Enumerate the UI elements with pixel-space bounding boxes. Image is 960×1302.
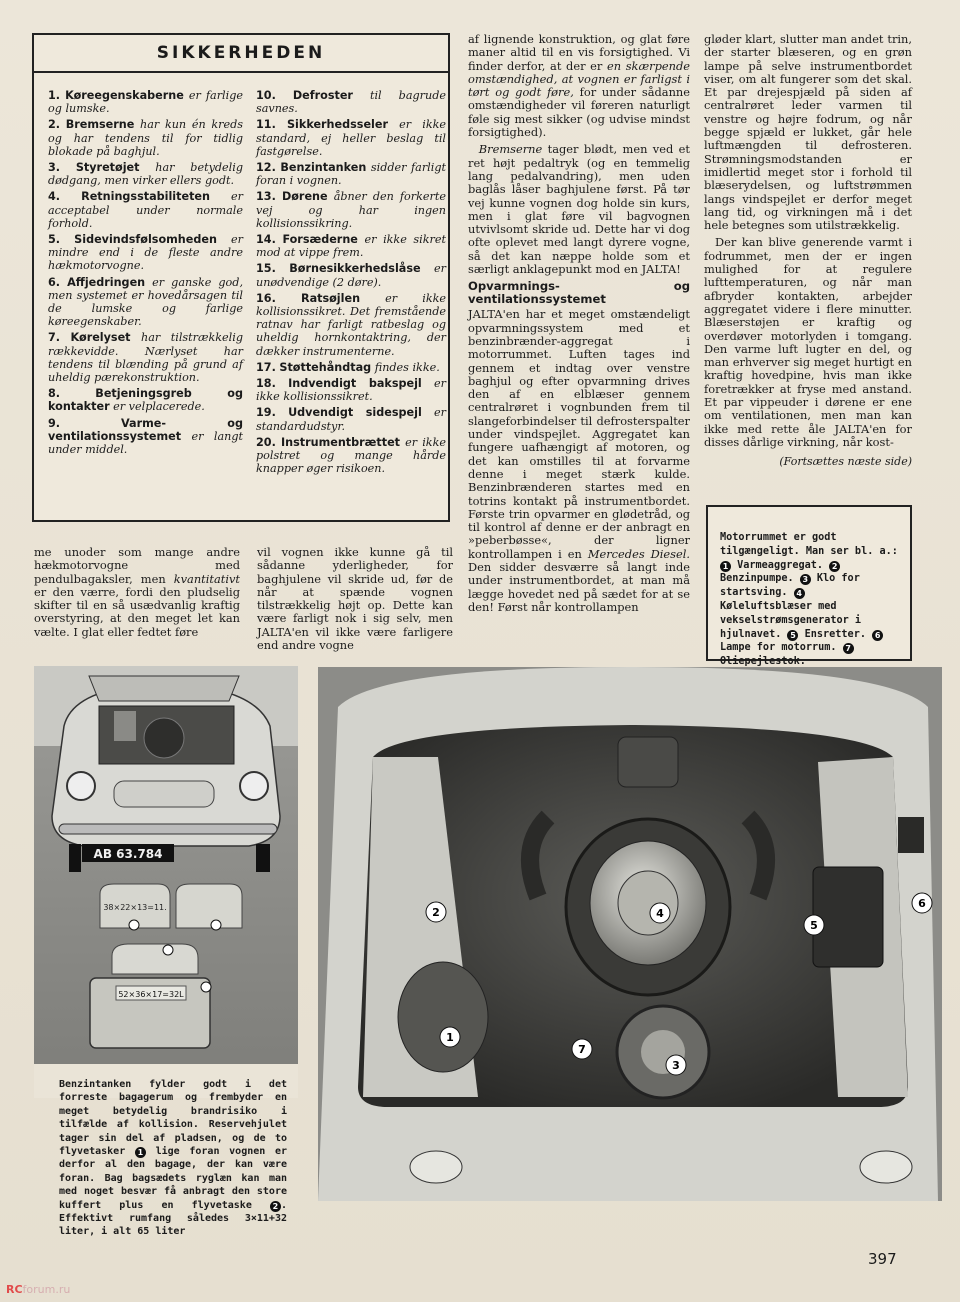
safety-item-key: Kørelyset	[70, 331, 131, 345]
safety-item-number: 16.	[256, 291, 276, 305]
callout-label: 2	[432, 906, 440, 919]
safety-item	[48, 161, 243, 187]
safety-item-desc: er velplacerede.	[109, 400, 205, 414]
caption-text: . Effektivt rumfang således 3×11+32 liter, i alt 65 liter	[59, 1199, 287, 1238]
safety-item-desc: er acceptabel under normale forhold.	[48, 190, 243, 230]
safety-item	[256, 436, 446, 476]
bag-dimensions-label: 38×22×13=11.	[103, 903, 167, 912]
safety-item-number: 7.	[48, 331, 61, 345]
safety-item-desc: sidder farligt foran i vognen.	[256, 161, 446, 188]
text-column-2	[257, 546, 453, 656]
page-number: 397	[868, 1250, 897, 1268]
engine-part-label: Ensretter.	[804, 628, 866, 640]
safety-item-key: Ratsøjlen	[300, 291, 361, 305]
text-column-3	[468, 33, 690, 618]
safety-item-number: 11.	[256, 118, 276, 132]
safety-item-number: 6.	[48, 275, 61, 289]
safety-item-desc: til bagrude savnes.	[256, 89, 446, 116]
safety-item	[256, 292, 446, 358]
safety-item-key: Støttehåndtag	[279, 360, 372, 374]
safety-item	[48, 331, 243, 384]
callout-label: 1	[446, 1031, 454, 1044]
safety-item	[256, 361, 446, 374]
callout-marker: 1	[720, 561, 731, 572]
safety-list-right	[256, 89, 446, 478]
safety-item-key: Instrumentbrættet	[280, 435, 401, 449]
safety-item	[256, 377, 446, 403]
license-plate: AB 63.784	[93, 847, 163, 861]
safety-item-number: 2.	[48, 118, 61, 132]
safety-item-desc: åbner den forkerte vej og har ingen kollisionssikring.	[256, 190, 447, 230]
safety-item	[48, 233, 243, 273]
safety-item-number: 17.	[256, 360, 276, 374]
watermark-rc: RC	[6, 1283, 23, 1296]
safety-item-number: 20.	[256, 435, 276, 449]
safety-item-desc: har tilstrækkelig rækkevidde. Nærlyset har tendens til blænding på grund af uheldig pærekonstruktion.	[48, 331, 243, 385]
safety-item-number: 12.	[256, 161, 276, 175]
callout-marker: 1	[135, 1147, 146, 1158]
callout-label: 4	[656, 907, 664, 920]
paragraph-text: Der kan blive generende varmt i fodrummet, men der er ingen mulighed for at regulere lufttemperaturen, og når man afbryder kontakten, arbejder aggregatet videre i flere minutter. Blæserstøjen er kraftig og overdøver motorlyden i tomgang. Den varme luft lugter en del, og man erhverver sig meget hurtigt en kraftig hovedpine, hvis man ikke foretrækker at fryse med anstand. Et par vippeuder i dørene er ene om ventilationen, men man kan ikke med rette åle JALTA'en for disses dårlige virkning, når kost-	[704, 235, 912, 449]
engine-part-label: Køleluftsblæser med vekselstrømsgenerator i hjulnavet.	[720, 600, 862, 640]
safety-item-key: Forsæderne	[282, 233, 358, 247]
safety-item-desc: er farlige og lumske.	[48, 89, 243, 116]
callout-marker: 3	[800, 574, 811, 585]
luggage-caption	[59, 1078, 287, 1239]
safety-item-desc: er mindre end i de fleste andre hækmotorvogne.	[48, 233, 244, 273]
safety-item	[48, 89, 243, 115]
callout-label: 3	[672, 1059, 680, 1072]
safety-item	[48, 417, 243, 457]
safety-item-desc: er ikke polstret og mange hårde knapper øger risikoen.	[256, 435, 446, 476]
paragraph-text: me unoder som mange andre hækmotorvogne med pendulbagaksler, men	[34, 545, 240, 586]
callout-marker: 5	[787, 630, 798, 641]
safety-item	[48, 190, 243, 230]
car-luggage-illustration	[34, 666, 298, 1098]
engine-part-label: Benzinpumpe.	[720, 573, 794, 585]
safety-item-desc: er ikke kollisionssikret. Det fremstående ratnav har farligt ratbeslag og uheldig hornkontaktring, der dækker instrumenterne.	[256, 291, 446, 358]
safety-item-number: 5.	[48, 233, 61, 247]
safety-item-key: Benzintanken	[280, 161, 367, 175]
safety-item-number: 10.	[256, 89, 276, 102]
paragraph-text: for under sådanne omstændigheder vil føreren naturligt føle sig mest sikker (og udvise mindst forsigtighed).	[468, 85, 690, 140]
safety-item-key: Dørene	[281, 190, 328, 204]
safety-item-number: 18.	[256, 377, 276, 391]
safety-item-key: Køreegenskaberne	[65, 89, 184, 102]
safety-item	[256, 190, 446, 230]
engine-bay-photo	[318, 667, 942, 1201]
watermark-text: forum.ru	[22, 1283, 71, 1296]
callout-marker: 4	[794, 588, 805, 599]
safety-item-key: Styretøjet	[75, 161, 140, 175]
safety-item-desc: er ganske god, men systemet er hovedårsagen til de lumske og farlige køreegenskaber.	[48, 275, 243, 329]
safety-item-number: 8.	[48, 387, 61, 401]
paragraph-emphasis: Mercedes Diesel.	[587, 546, 690, 561]
safety-item-key: Retningsstabiliteten	[81, 190, 210, 204]
safety-item-desc: er langt under middel.	[48, 429, 243, 457]
paragraph-text: af lignende konstruktion, og glat føre maner altid til en vis forsigtighed. Vi finder derfor, at der er	[468, 32, 690, 73]
safety-item-desc: har betydelig dødgang, men virker ellers godt.	[48, 161, 243, 188]
safety-item	[48, 118, 243, 158]
caption-text: lige foran vognen er derfor al den bagage, der kan være foran. Bag bagsædets ryglæn kan man med noget besvær få anbragt den store kuffert plus en flyvetaske	[59, 1146, 288, 1211]
callout-label: 6	[918, 897, 926, 910]
car-luggage-photo	[34, 666, 298, 1098]
safety-item	[256, 406, 446, 432]
safety-item-desc: findes ikke.	[371, 360, 440, 374]
suitcase-dimensions-label: 52×36×17=32L	[118, 990, 184, 999]
safety-item-number: 3.	[48, 161, 61, 175]
safety-item-key: Børnesikkerhedslåse	[289, 262, 421, 276]
callout-marker: 2	[270, 1201, 281, 1212]
safety-box	[32, 33, 450, 522]
safety-item-desc: er unødvendige (2 døre).	[256, 262, 447, 289]
callout-label: 5	[810, 919, 818, 932]
section-heading: Opvarmnings- og ventilationssystemet	[468, 279, 690, 307]
caption-text: Benzintanken fylder godt i det forreste bagagerum og frembyder en meget betydelig brandrisiko i tilfælde af kollision. Reservehjulet tager sin del af pladsen, og de to flyvetasker	[59, 1079, 287, 1158]
engine-part-label: Oliepejlestok.	[720, 656, 806, 668]
paragraph-text: vil vognen ikke kunne gå til sådanne yderligheder, for baghjulene vil skride ud, før de når at spænde vognen tilstrækkelig højt op. Dette kan være farligt nok i sig selv, men JALTA'en vil ikke være farligere end andre vogne	[257, 545, 453, 653]
paragraph-emphasis: kvantitativt	[173, 571, 240, 586]
engine-part-label: Lampe for motorrum.	[720, 642, 837, 654]
safety-list-left	[48, 89, 243, 459]
safety-item	[256, 118, 446, 158]
safety-item-desc: er standardudstyr.	[256, 406, 446, 433]
watermark	[6, 1283, 70, 1296]
safety-box-title: SIKKERHEDEN	[156, 43, 326, 63]
callout-label: 7	[578, 1043, 586, 1056]
callout-marker: 6	[872, 630, 883, 641]
text-column-4	[704, 33, 912, 469]
safety-item-key: Bremserne	[65, 118, 135, 132]
safety-item	[256, 233, 446, 259]
text-column-1	[34, 546, 240, 643]
engine-part-label: Varmeaggregat.	[737, 559, 824, 571]
safety-item-key: Varme- og ventilationssystemet	[48, 416, 244, 443]
safety-item-desc: er ikke standard, ej heller beslag til fastgørelse.	[256, 118, 446, 158]
paragraph-text: gløder klart, slutter man andet trin, der starter blæseren, og en grøn lampe på selve instrumentbordet viser, om alt fungerer som det skal. Et par drejespjæld på siden af centralrøret leder varmen til venstre og højre fodrum, og når begge spjæld er lukket, går hele luftmængden til defrosteren. Strømningsmodstanden er imidlertid meget stor i forhold til blæserydelsen, og luftstrømmen langs vindspejlet er derfor meget lang tid, og virkningen må i det hele betegnes som utilstrækkelig.	[704, 32, 912, 233]
safety-item	[48, 276, 243, 329]
safety-item-number: 14.	[256, 233, 276, 247]
safety-item-desc: har kun én kreds og har tendens til for tidlig blokade på baghjul.	[48, 118, 243, 158]
safety-item-number: 19.	[256, 406, 276, 420]
safety-item-number: 15.	[256, 262, 276, 276]
safety-item-key: Sikkerhedsseler	[286, 118, 388, 132]
paragraph-emphasis: en skærpende omstændighed, at vognen er farligst i tørt og godt føre,	[468, 58, 690, 100]
safety-item-key: Udvendigt sidespejl	[288, 406, 422, 420]
safety-item-key: Affjedringen	[67, 275, 146, 289]
safety-item-key: Indvendigt bakspejl	[288, 377, 422, 391]
safety-item	[48, 387, 243, 413]
callout-marker: 2	[829, 561, 840, 572]
safety-item-number: 1.	[48, 89, 61, 102]
safety-item	[256, 89, 446, 115]
paragraph-text: er den værre, fordi den pludselig skifter til en så usædvanlig kraftig overstyring, at den meget let kan vælte. I glat eller fedtet føre	[34, 584, 240, 639]
safety-item-number: 13.	[256, 190, 276, 204]
safety-item-number: 4.	[48, 190, 61, 204]
engine-caption-intro: Motorrummet er godt tilgængeligt. Man ser bl. a.:	[720, 532, 898, 557]
safety-item-desc: er ikke kollisionssikret.	[256, 377, 446, 404]
safety-item-number: 9.	[48, 416, 61, 430]
safety-item	[256, 262, 446, 288]
paragraph-text: JALTA'en har et meget omstændeligt opvarmningssystem med et benzinbrænder-aggregat i motorrummet. Luften tages ind gennem et indtag over venstre baghjul og efter opvarmning drives den af en elblæser gennem centralrøret i vognbunden frem til slangeforbindelser til defrosterspalter under vindspejlet. Aggregatet kan fungere uafhængigt af motoren, og det kan omstilles til at forvarme denne i meget stærk kulde. Benzinbrænderen startes med en totrins kontakt på instrumentbordet. Første trin opvarmer en glødetråd, og til kontrol af denne er der anbragt en »peberbøsse«, der ligner kontrollampen i en	[468, 307, 690, 561]
engine-caption-box	[706, 505, 912, 668]
engine-part-label: Klo for startsving.	[720, 573, 860, 599]
continued-note: (Fortsættes næste side)	[779, 455, 912, 469]
paragraph-emphasis: Bremserne	[478, 142, 543, 157]
safety-item-key: Defroster	[292, 89, 353, 102]
paragraph-text: tager blødt, men ved et ret højt pedaltryk (og en temmelig lang pedalvandring), men uden baglås låser baghjulene først. På tør vej kunne vognen dog holde sin kurs, men i glat føre vil bagvognen utvivlsomt skride ud. Dette har vi dog ofte oplevet med langt dyrere vogne, så det kan næppe holde som et særligt anklagepunkt mod en JALTA!	[468, 142, 690, 277]
engine-bay-illustration	[318, 667, 942, 1201]
safety-item-desc: er ikke sikret mod at vippe frem.	[256, 233, 446, 260]
safety-item-key: Sidevindsfølsomheden	[74, 233, 217, 247]
safety-item-key: Betjeningsgreb og kontakter	[48, 387, 244, 414]
divider	[34, 71, 448, 73]
paragraph-text: Den sidder desværre så langt inde under instrumentbordet, at man må lægge hovedet ned på sædet for at se den! Først når kontrollampen	[468, 559, 690, 614]
safety-item	[256, 161, 446, 187]
callout-marker: 7	[843, 643, 854, 654]
